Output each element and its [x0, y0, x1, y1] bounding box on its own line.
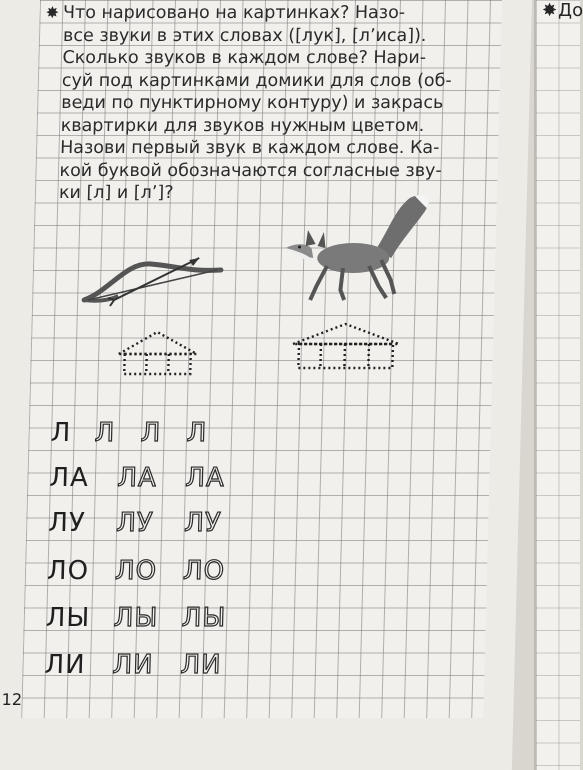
instruction-line: Сколько звуков в каждом слове? Нари- — [62, 48, 427, 68]
sample-letters: ЛЫ — [45, 603, 91, 633]
instruction-line: квартирки для звуков нужным цветом. — [60, 115, 425, 136]
instruction-line: Назови первый звук в каждом слове. Ка- — [59, 138, 440, 158]
trace-letters: ЛА — [185, 463, 226, 493]
star-bullet-icon: ✸ — [542, 0, 558, 21]
next-page-text: До — [558, 0, 583, 21]
trace-letters: ЛА — [117, 463, 158, 493]
trace-letters: Л — [186, 418, 208, 448]
next-page-edge — [534, 0, 583, 770]
sample-letters: Л — [50, 418, 72, 448]
fox-picture — [282, 190, 435, 305]
instruction-line: все звуки в этих словах ([лук], [л’иса]). — [62, 25, 427, 46]
trace-letters: ЛИ — [112, 650, 154, 680]
trace-letters: ЛЫ — [113, 603, 159, 633]
sample-letters: ЛИ — [44, 650, 86, 680]
star-bullet-icon: ✸ — [45, 3, 60, 22]
trace-letters: Л — [140, 418, 162, 448]
instruction-line: суй под картинками домики для слов (об- — [61, 70, 453, 91]
trace-letters: ЛО — [114, 556, 158, 586]
instruction-line: ки [л] и [л’]? — [58, 183, 174, 203]
instruction-line: кой буквой обозначаются согласные зву- — [59, 160, 443, 181]
dotted-house-icon — [116, 330, 199, 376]
instruction-line: веди по пунктирному контуру) и закрась — [61, 93, 444, 113]
trace-letters: ЛИ — [180, 650, 222, 680]
instruction-text — [41, 2, 466, 205]
trace-letters: ЛУ — [183, 508, 223, 538]
instruction-line: Что нарисовано на картинках? Назо- — [62, 3, 406, 23]
dotted-house-icon — [290, 322, 401, 372]
bow-and-arrow-picture — [80, 250, 232, 312]
sample-letters: ЛА — [49, 463, 90, 493]
trace-letters: ЛУ — [115, 508, 155, 538]
sample-letters: ЛО — [46, 556, 90, 586]
trace-letters: ЛО — [182, 556, 226, 586]
page-number: 12 — [1, 690, 23, 709]
sample-letters: ЛУ — [47, 508, 87, 538]
trace-letters: Л — [94, 418, 116, 448]
trace-letters: ЛЫ — [181, 603, 227, 633]
